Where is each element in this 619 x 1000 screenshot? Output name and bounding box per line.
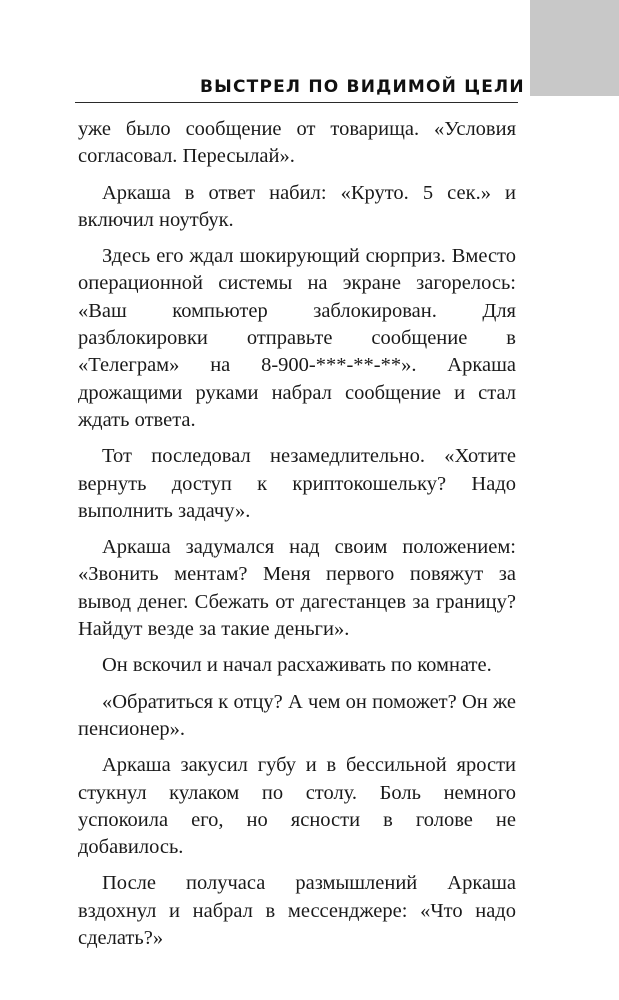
paragraph: Аркаша в ответ набил: «Круто. 5 сек.» и включил ноутбук.: [78, 181, 516, 231]
header-divider: [75, 102, 518, 103]
paragraph: Аркаша закусил губу и в бессильной ярости стукнул кулаком по столу. Боль немного успокоила его, но ясности в голове не добавилось.: [78, 754, 516, 859]
paragraph-continuation: уже было сообщение от товарища. «Условия согласовал. Пересылай».: [78, 118, 516, 168]
paragraph: Здесь его ждал шокирующий сюрприз. Вместо операционной системы на экране загорелось: «Ваш компьютер заблокирован. Для разблокировки отправьте сообщение в «Телеграм» на 8-900-***-**-**». Аркаша дрожащими руками набрал сообщение и стал ждать ответа.: [78, 245, 516, 431]
page-edge-thumb-tab: [530, 0, 619, 96]
paragraph: Тот последовал незамедлительно. «Хотите вернуть доступ к криптокошельку? Надо выполнить задачу».: [78, 445, 516, 522]
paragraph: После получаса размышлений Аркаша вздохнул и набрал в мессенджере: «Что надо сделать?»: [78, 872, 516, 950]
body-text: [78, 116, 516, 961]
paragraph: «Обратиться к отцу? А чем он поможет? Он же пенсионер».: [78, 690, 516, 740]
paragraph: Он вскочил и начал расхаживать по комнате.: [102, 654, 492, 677]
paragraph: Аркаша задумался над своим положением: «Звонить ментам? Меня первого повяжут за вывод денег. Сбежать от дагестанцев за границу? Найдут везде за такие деньги».: [78, 536, 516, 641]
running-header-title: ВЫСТРЕЛ ПО ВИДИМОЙ ЦЕЛИ: [200, 77, 525, 97]
